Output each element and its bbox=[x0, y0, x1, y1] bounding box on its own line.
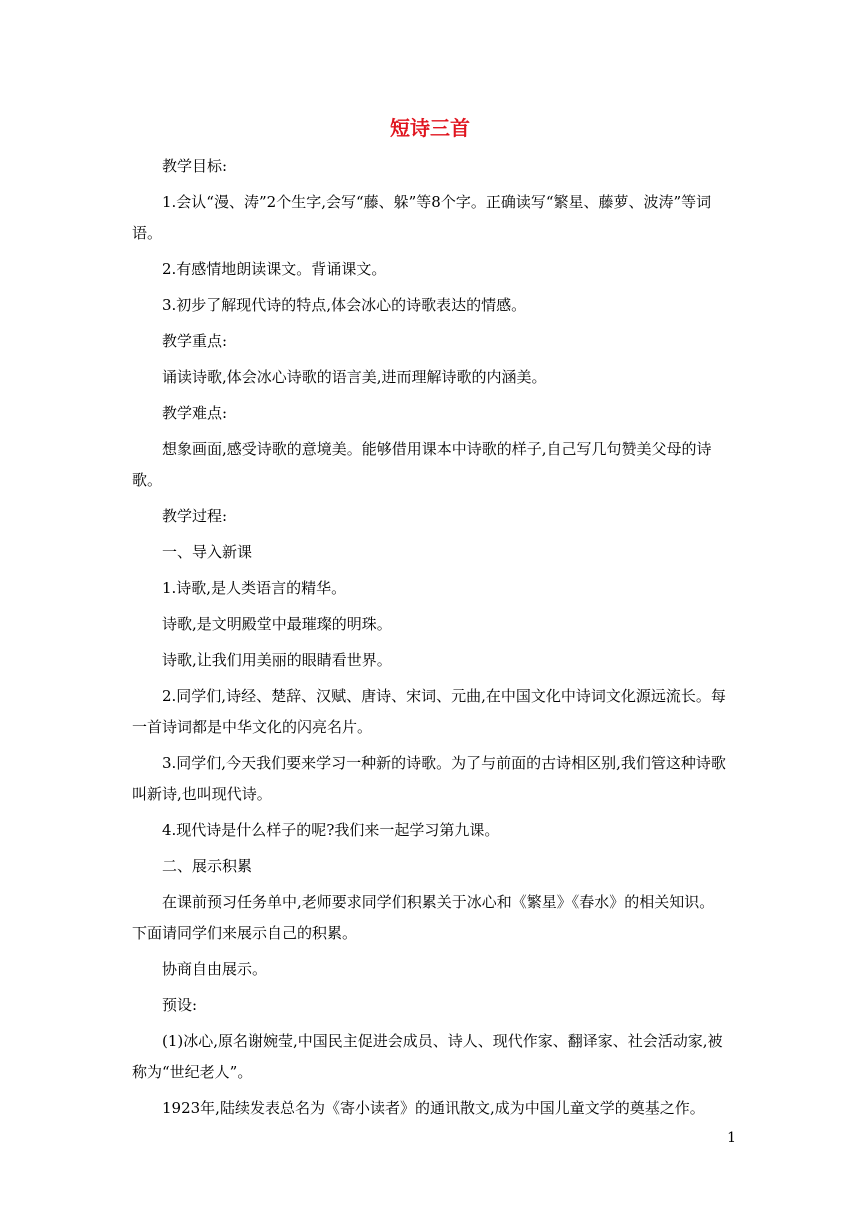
paragraph: 协商自由展示。 bbox=[162, 960, 268, 978]
section-heading: 二、展示积累 bbox=[162, 857, 253, 875]
paragraph: 预设: bbox=[162, 996, 198, 1014]
paragraph: 诗歌,让我们用美丽的眼睛看世界。 bbox=[162, 651, 392, 669]
paragraph: 1.诗歌,是人类语言的精华。 bbox=[162, 579, 347, 597]
paragraph: 4.现代诗是什么样子的呢?我们来一起学习第九课。 bbox=[162, 821, 500, 839]
section-heading: 教学难点: bbox=[162, 404, 228, 422]
section-heading: 教学过程: bbox=[162, 507, 228, 525]
paragraph: (1)冰心,原名谢婉莹,中国民主促进会成员、诗人、现代作家、翻译家、社会活动家,被称为“世纪老人”。 bbox=[132, 1032, 723, 1081]
paragraph: 2.有感情地朗读课文。背诵课文。 bbox=[162, 260, 387, 278]
document-body bbox=[132, 151, 728, 1129]
paragraph: 2.同学们,诗经、楚辞、汉赋、唐诗、宋词、元曲,在中国文化中诗词文化源远流长。每一首诗词都是中华文化的闪亮名片。 bbox=[132, 687, 726, 736]
paragraph: 3.同学们,今天我们要来学习一种新的诗歌。为了与前面的古诗相区别,我们管这种诗歌叫新诗,也叫现代诗。 bbox=[132, 754, 726, 803]
paragraph: 1923年,陆续发表总名为《寄小读者》的通讯散文,成为中国儿童文学的奠基之作。 bbox=[162, 1099, 705, 1117]
paragraph: 1.会认“漫、涛”2个生字,会写“藤、躲”等8个字。正确读写“繁星、藤萝、波涛”等词语。 bbox=[132, 193, 712, 242]
paragraph: 想象画面,感受诗歌的意境美。能够借用课本中诗歌的样子,自己写几句赞美父母的诗歌。 bbox=[132, 440, 712, 489]
section-heading: 一、导入新课 bbox=[162, 543, 253, 561]
section-heading: 教学重点: bbox=[162, 332, 228, 350]
paragraph: 诗歌,是文明殿堂中最璀璨的明珠。 bbox=[162, 615, 392, 633]
section-heading: 教学目标: bbox=[162, 157, 228, 175]
paragraph: 3.初步了解现代诗的特点,体会冰心的诗歌表达的情感。 bbox=[162, 296, 527, 314]
paragraph: 在课前预习任务单中,老师要求同学们积累关于冰心和《繁星》《春水》的相关知识。下面请同学们来展示自己的积累。 bbox=[132, 893, 715, 942]
paragraph: 诵读诗歌,体会冰心诗歌的语言美,进而理解诗歌的内涵美。 bbox=[162, 368, 547, 386]
page-number: 1 bbox=[727, 1130, 736, 1146]
document-title: 短诗三首 bbox=[390, 116, 470, 140]
